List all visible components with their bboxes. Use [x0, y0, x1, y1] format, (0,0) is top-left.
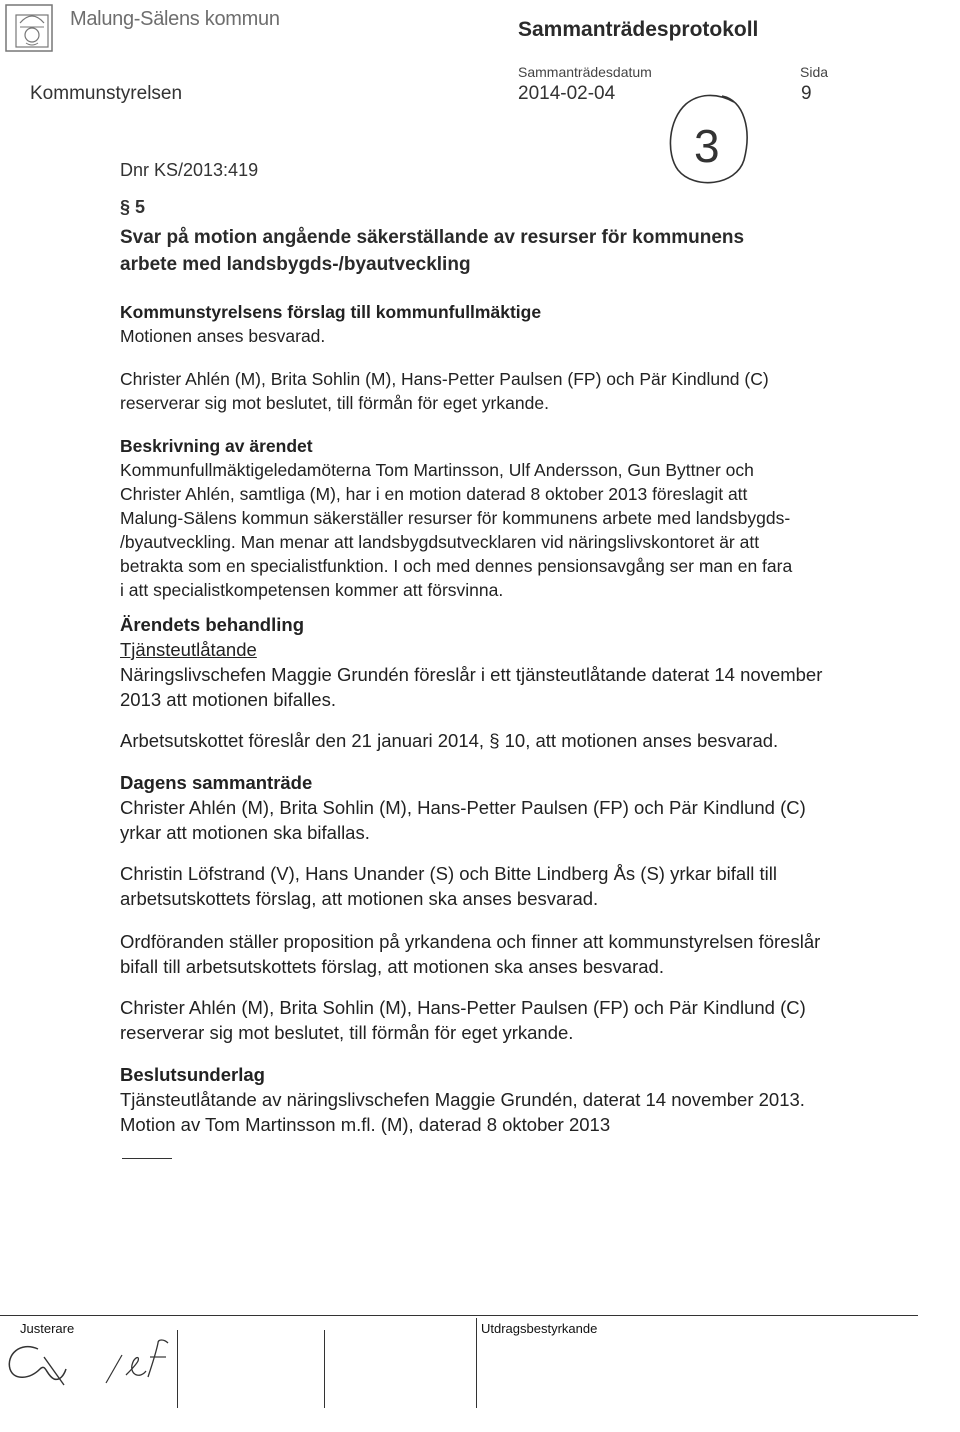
meeting-date-value: 2014-02-04 — [518, 83, 616, 104]
page-label: Sida — [800, 64, 829, 80]
handling-subheading: Tjänsteutlåtande — [120, 639, 257, 660]
justerare-label: Justerare — [20, 1321, 75, 1336]
text-line: betrakta som en specialistfunktion. I och med dennes pensionsavgång ser man en fara — [120, 556, 793, 576]
text-line: Christer Ahlén (M), Brita Sohlin (M), Hans-Petter Paulsen (FP) och Pär Kindlund (C) — [120, 997, 806, 1018]
paragraph-number: § 5 — [120, 197, 146, 217]
meeting-paragraph — [120, 995, 860, 1045]
municipality-name: Malung-Sälens kommun — [70, 8, 280, 30]
text-line: Kommunfullmäktigeledamöterna Tom Martinsson, Ulf Andersson, Gun Byttner och — [120, 460, 754, 480]
protocol-title: Sammanträdesprotokoll — [518, 18, 759, 41]
case-subject-line: arbete med landsbygds-/byautveckling — [120, 254, 471, 275]
proposal-text: Motionen anses besvarad. — [120, 326, 326, 346]
text-line: Näringslivschefen Maggie Grundén föreslår i ett tjänsteutlåtande daterat 14 november — [120, 664, 823, 685]
footer-rule — [0, 1315, 918, 1316]
text-line: Ordföranden ställer proposition på yrkandena och finner att kommunstyrelsen föreslår — [120, 931, 821, 952]
text-line: yrkar att motionen ska bifallas. — [120, 822, 370, 843]
page-number: 9 — [801, 83, 812, 104]
text-line: bifall till arbetsutskottets förslag, att motionen ska anses besvarad. — [120, 956, 664, 977]
proposal-section — [120, 300, 860, 348]
text-line: Malung-Sälens kommun säkerställer resurser för kommunens arbete med landsbygds- — [120, 508, 791, 528]
proposal-heading: Kommunstyrelsens förslag till kommunfullmäktige — [120, 302, 542, 322]
meeting-heading: Dagens sammanträde — [120, 772, 313, 793]
signature-divider — [324, 1330, 325, 1408]
text-line: Christer Ahlén (M), Brita Sohlin (M), Hans-Petter Paulsen (FP) och Pär Kindlund (C) — [120, 797, 806, 818]
organization-name: Kommunstyrelsen — [30, 83, 183, 104]
municipality-logo — [4, 3, 64, 53]
reservation-paragraph — [120, 367, 860, 415]
text-line: Christin Löfstrand (V), Hans Unander (S) och Bitte Lindberg Ås (S) yrkar bifall till — [120, 863, 778, 884]
utdrag-label: Utdragsbestyrkande — [481, 1321, 598, 1336]
signature-initials — [0, 1335, 80, 1395]
case-subject — [120, 224, 880, 278]
text-line: Christer Ahlén, samtliga (M), har i en motion daterad 8 oktober 2013 föreslagit att — [120, 484, 748, 504]
case-subject-line: Svar på motion angående säkerställande av resurser för kommunens — [120, 227, 745, 248]
handwritten-circled-number — [664, 90, 752, 190]
meeting-paragraph — [120, 861, 860, 911]
meeting-paragraph — [120, 929, 860, 979]
au-proposal-paragraph — [120, 728, 860, 753]
signature-divider — [177, 1330, 178, 1408]
text-line: Christer Ahlén (M), Brita Sohlin (M), Hans-Petter Paulsen (FP) och Pär Kindlund (C) — [120, 369, 769, 389]
text-line: Arbetsutskottet föreslår den 21 januari 2014, § 10, att motionen anses besvarad. — [120, 730, 779, 751]
text-line: arbetsutskottets förslag, att motionen ska anses besvarad. — [120, 888, 599, 909]
stamp-number: 3 — [694, 120, 720, 172]
circle-stamp-icon — [664, 90, 752, 190]
text-line: Motion av Tom Martinsson m.fl. (M), daterad 8 oktober 2013 — [120, 1114, 611, 1135]
case-number: Dnr KS/2013:419 — [120, 160, 259, 180]
text-line: reserverar sig mot beslutet, till förmån för eget yrkande. — [120, 393, 549, 413]
text-line: reserverar sig mot beslutet, till förmån för eget yrkande. — [120, 1022, 574, 1043]
handling-section — [120, 612, 860, 712]
text-line: /byautveckling. Man menar att landsbygdsutvecklaren vid näringslivskontoret är att — [120, 532, 760, 552]
text-line: i att specialistkompetensen kommer att försvinna. — [120, 580, 504, 600]
description-heading: Beskrivning av ärendet — [120, 436, 313, 456]
basis-section — [120, 1062, 860, 1137]
text-line: 2013 att motionen bifalles. — [120, 689, 336, 710]
meeting-date-label: Sammanträdesdatum — [518, 64, 652, 80]
text-line: Tjänsteutlåtande av näringslivschefen Maggie Grundén, daterat 14 november 2013. — [120, 1089, 805, 1110]
meeting-section — [120, 770, 860, 845]
section-end-rule — [122, 1158, 172, 1159]
signature-initials — [100, 1335, 175, 1390]
handling-heading: Ärendets behandling — [120, 614, 304, 635]
description-section — [120, 434, 860, 602]
signature-divider — [476, 1318, 477, 1408]
basis-heading: Beslutsunderlag — [120, 1064, 265, 1085]
